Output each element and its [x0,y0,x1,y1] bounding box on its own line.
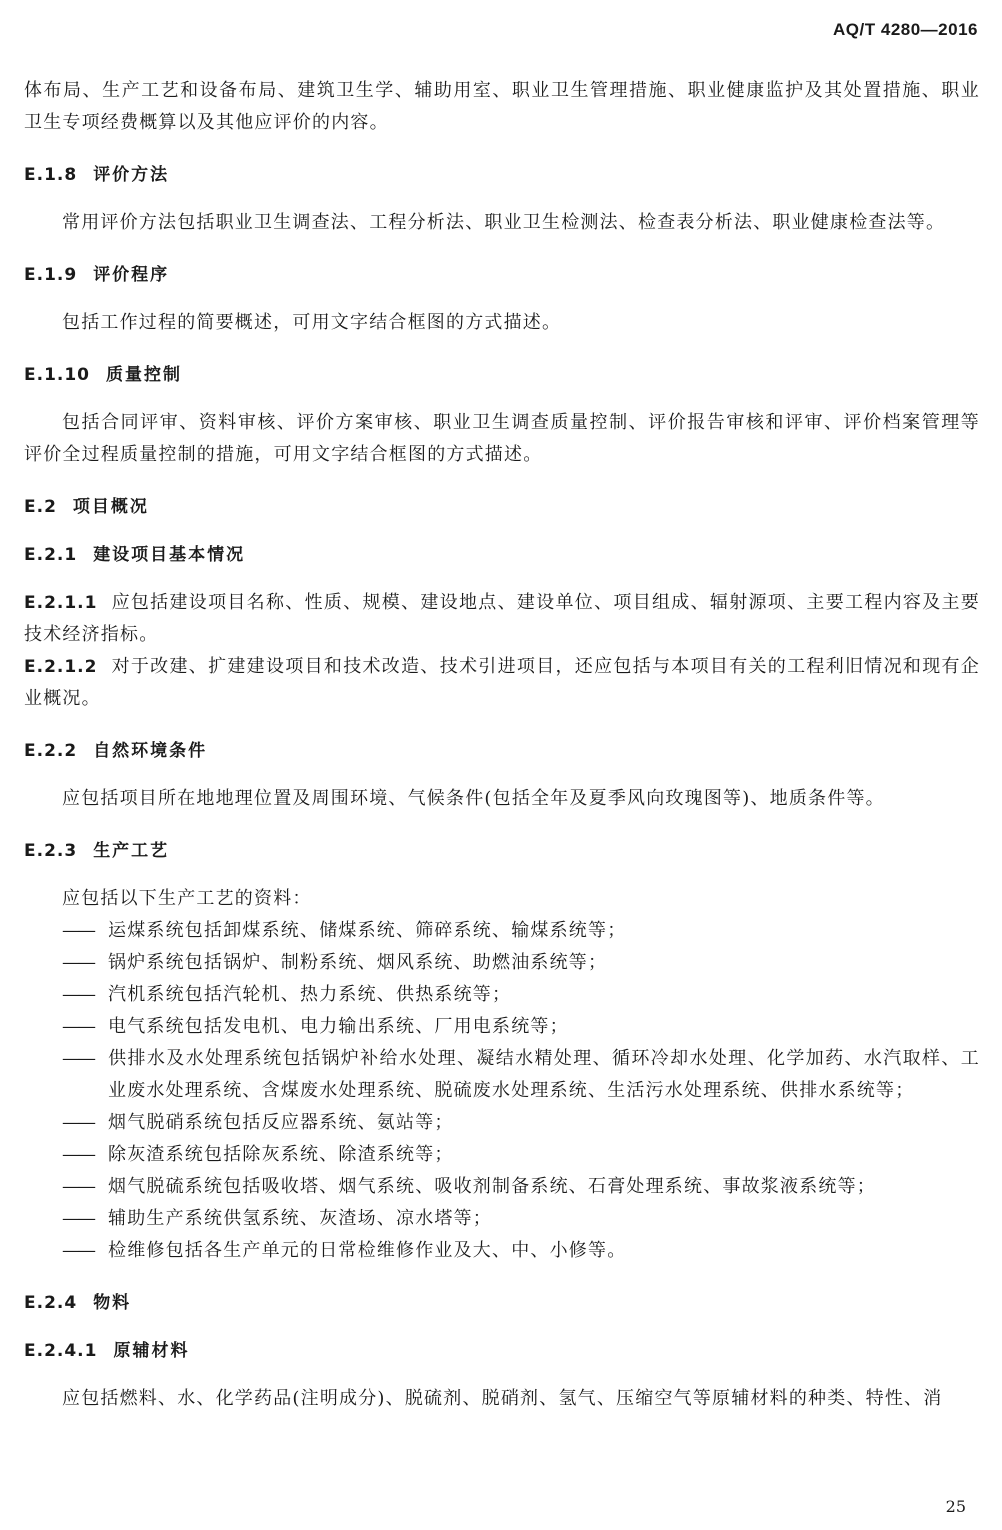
list-item-text: 供排水及水处理系统包括锅炉补给水处理、凝结水精处理、循环冷却水处理、化学加药、水汽取样、工业废水处理系统、含煤废水处理系统、脱硫废水处理系统、生活污水处理系统、供排水系统等； [108,1048,980,1101]
list-dash: —— [62,920,94,941]
list-item-text: 汽机系统包括汽轮机、热力系统、供热系统等； [108,984,512,1005]
section-heading-e-2-2 [24,735,980,767]
intro-paragraph: 体布局、生产工艺和设备布局、建筑卫生学、辅助用室、职业卫生管理措施、职业健康监护及其处置措施、职业卫生专项经费概算以及其他应评价的内容。 [24,80,980,133]
section-number: E.2 [24,497,57,517]
section-heading-e-2-4 [24,1287,980,1319]
paragraph-e-1-8: 常用评价方法包括职业卫生调查法、工程分析法、职业卫生检测法、检查表分析法、职业健康检查法等。 [62,212,946,233]
section-number: E.1.9 [24,265,78,285]
clause-number: E.2.1.2 [24,657,98,677]
list-dash: —— [62,1048,94,1069]
section-title: 评价程序 [93,265,170,285]
list-dash: —— [62,1144,94,1165]
list-item-text: 电气系统包括发电机、电力输出系统、厂用电系统等； [108,1016,569,1037]
list-item-text: 烟气脱硝系统包括反应器系统、氨站等； [108,1112,454,1133]
list-dash: —— [62,952,94,973]
section-number: E.2.4.1 [24,1341,98,1361]
document-body [24,75,980,1415]
list-item-text: 辅助生产系统供氢系统、灰渣场、凉水塔等； [108,1208,492,1229]
list-dash: —— [62,1112,94,1133]
list-item [24,1107,980,1139]
list-item-text: 烟气脱硫系统包括吸收塔、烟气系统、吸收剂制备系统、石膏处理系统、事故浆液系统等； [108,1176,876,1197]
section-number: E.2.4 [24,1293,78,1313]
list-item [24,1235,980,1267]
list-item [24,1043,980,1107]
section-title: 项目概况 [72,497,149,517]
list-dash: —— [62,984,94,1005]
section-number: E.1.8 [24,165,78,185]
paragraph-e-1-10: 包括合同评审、资料审核、评价方案审核、职业卫生调查质量控制、评价报告审核和评审、评价档案管理等评价全过程质量控制的措施，可用文字结合框图的方式描述。 [24,412,980,465]
clause-text: 应包括建设项目名称、性质、规模、建设地点、建设单位、项目组成、辐射源项、主要工程内容及主要技术经济指标。 [24,592,980,645]
section-title: 生产工艺 [93,841,170,861]
list-item [24,1011,980,1043]
list-item-text: 锅炉系统包括锅炉、制粉系统、烟风系统、助燃油系统等； [108,952,608,973]
paragraph-e-2-3: 应包括以下生产工艺的资料： [62,888,312,909]
section-heading-e-2-3 [24,835,980,867]
list-item-text: 除灰渣系统包括除灰系统、除渣系统等； [108,1144,454,1165]
list-item [24,1203,980,1235]
clause-e-2-1-2 [24,651,980,715]
list-item-text: 运煤系统包括卸煤系统、储煤系统、筛碎系统、输煤系统等； [108,920,627,941]
section-heading-e-2 [24,491,980,523]
list-item [24,915,980,947]
section-heading-e-1-10 [24,359,980,391]
paragraph-e-1-9: 包括工作过程的简要概述，可用文字结合框图的方式描述。 [62,312,562,333]
section-heading-e-1-8 [24,159,980,191]
section-heading-e-1-9 [24,259,980,291]
list-item [24,979,980,1011]
section-number: E.1.10 [24,365,91,385]
list-item [24,947,980,979]
section-number: E.2.1 [24,545,78,565]
section-heading-e-2-1 [24,539,980,571]
clause-e-2-1-1 [24,587,980,651]
section-title: 自然环境条件 [93,741,208,761]
process-list [24,915,980,1267]
section-title: 原辅材料 [113,1341,190,1361]
list-dash: —— [62,1208,94,1229]
list-item [24,1139,980,1171]
list-dash: —— [62,1016,94,1037]
list-item-text: 检维修包括各生产单元的日常检维修作业及大、中、小修等。 [108,1240,627,1261]
section-number: E.2.3 [24,841,78,861]
section-number: E.2.2 [24,741,78,761]
page-number: 25 [945,1497,966,1516]
clause-number: E.2.1.1 [24,593,98,613]
list-item [24,1171,980,1203]
paragraph-e-2-2: 应包括项目所在地地理位置及周围环境、气候条件(包括全年及夏季风向玫瑰图等)、地质条件等。 [62,788,885,809]
section-title: 物料 [93,1293,132,1313]
section-title: 评价方法 [93,165,170,185]
section-title: 质量控制 [106,365,183,385]
paragraph-e-2-4-1: 应包括燃料、水、化学药品(注明成分)、脱硫剂、脱硝剂、氢气、压缩空气等原辅材料的种类、特性、消 [62,1388,943,1409]
standard-code: AQ/T 4280—2016 [833,20,978,39]
section-heading-e-2-4-1 [24,1335,980,1367]
list-dash: —— [62,1240,94,1261]
list-dash: —— [62,1176,94,1197]
clause-text: 对于改建、扩建建设项目和技术改造、技术引进项目，还应包括与本项目有关的工程利旧情况和现有企业概况。 [24,656,980,709]
section-title: 建设项目基本情况 [93,545,246,565]
